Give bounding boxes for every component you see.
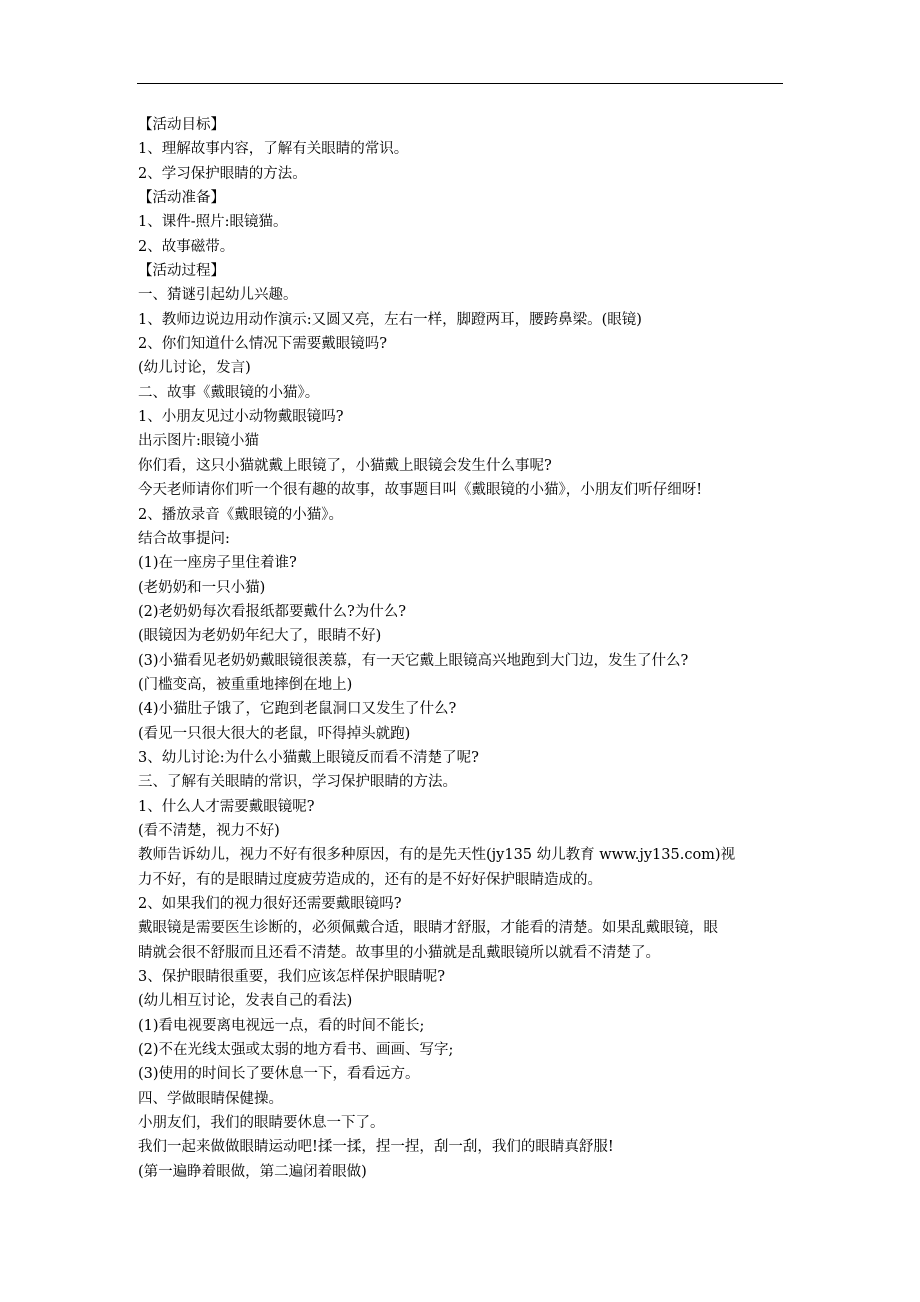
- text-line: (老奶奶和一只小猫): [138, 579, 266, 596]
- header-rule: [137, 83, 783, 84]
- text-line: 2、播放录音《戴眼镜的小猫》。: [138, 506, 343, 523]
- text-line: 一、猜谜引起幼儿兴趣。: [138, 287, 298, 304]
- section-heading-process: 【活动过程】: [138, 263, 225, 280]
- text-line: 小朋友们，我们的眼睛要休息一下了。: [138, 1115, 385, 1132]
- text-line: (2)老奶奶每次看报纸都要戴什么?为什么?: [138, 603, 407, 620]
- text-line: 三、了解有关眼睛的常识，学习保护眼睛的方法。: [138, 774, 457, 791]
- text-line: 1、小朋友见过小动物戴眼镜吗?: [138, 409, 344, 426]
- text-line: (1)在一座房子里住着谁?: [138, 555, 297, 572]
- text-line: (4)小猫肚子饿了，它跑到老鼠洞口又发生了什么?: [138, 701, 457, 718]
- text-line: (2)不在光线太强或太弱的地方看书、画画、写字;: [138, 1042, 454, 1059]
- text-line: 出示图片:眼镜小猫: [138, 433, 259, 450]
- text-line: (1)看电视要离电视远一点，看的时间不能长;: [138, 1017, 425, 1034]
- text-line: 我们一起来做做眼睛运动吧!揉一揉，捏一捏，刮一刮，我们的眼睛真舒服!: [138, 1139, 614, 1156]
- text-line: 1、理解故事内容，了解有关眼睛的常识。: [138, 141, 409, 158]
- text-line: 2、你们知道什么情况下需要戴眼镜吗?: [138, 336, 387, 353]
- text-line: 教师告诉幼儿，视力不好有很多种原因，有的是先天性(jy135 幼儿教育 www.jy135.com)视: [138, 847, 736, 864]
- text-line: (3)小猫看见老奶奶戴眼镜很羡慕，有一天它戴上眼镜高兴地跑到大门边，发生了什么?: [138, 652, 689, 669]
- text-line: 力不好，有的是眼睛过度疲劳造成的，还有的是不好好保护眼睛造成的。: [138, 871, 602, 888]
- text-line: (看不清楚，视力不好): [138, 822, 280, 839]
- text-line: 二、故事《戴眼镜的小猫》。: [138, 384, 320, 401]
- text-line: 3、幼儿讨论:为什么小猫戴上眼镜反而看不清楚了呢?: [138, 749, 479, 766]
- text-line: (眼镜因为老奶奶年纪大了，眼睛不好): [138, 628, 382, 645]
- text-line: (幼儿相互讨论，发表自己的看法): [138, 993, 353, 1010]
- text-line: 四、学做眼睛保健操。: [138, 1090, 283, 1107]
- document-body: [138, 113, 788, 1184]
- text-line: 1、课件-照片:眼镜猫。: [138, 214, 288, 231]
- text-line: 1、什么人才需要戴眼镜呢?: [138, 798, 315, 815]
- text-line: (第一遍睁着眼做，第二遍闭着眼做): [138, 1163, 367, 1180]
- text-line: 1、教师边说边用动作演示:又圆又亮，左右一样，脚蹬两耳，腰跨鼻梁。(眼镜): [138, 311, 642, 328]
- text-line: 2、故事磁带。: [138, 238, 235, 255]
- text-line: 2、学习保护眼睛的方法。: [138, 165, 307, 182]
- text-line: 你们看，这只小猫就戴上眼镜了，小猫戴上眼镜会发生什么事呢?: [138, 457, 552, 474]
- text-line: 3、保护眼睛很重要，我们应该怎样保护眼睛呢?: [138, 969, 445, 986]
- text-line: 睛就会很不舒服而且还看不清楚。故事里的小猫就是乱戴眼镜所以就看不清楚了。: [138, 944, 660, 961]
- text-line: 戴眼镜是需要医生诊断的，必须佩戴合适，眼睛才舒服，才能看的清楚。如果乱戴眼镜，眼: [138, 920, 718, 937]
- text-line: (看见一只很大很大的老鼠，吓得掉头就跑): [138, 725, 411, 742]
- text-line: (门槛变高，被重重地摔倒在地上): [138, 676, 353, 693]
- text-line: 结合故事提问:: [138, 530, 230, 547]
- text-line: 今天老师请你们听一个很有趣的故事，故事题目叫《戴眼镜的小猫》，小朋友们听仔细呀!: [138, 482, 703, 499]
- text-line: 2、如果我们的视力很好还需要戴眼镜吗?: [138, 896, 402, 912]
- section-heading-preparation: 【活动准备】: [138, 190, 225, 207]
- text-line: (3)使用的时间长了要休息一下，看看远方。: [138, 1066, 420, 1083]
- text-line: (幼儿讨论，发言): [138, 360, 251, 377]
- section-heading-goals: 【活动目标】: [138, 117, 225, 133]
